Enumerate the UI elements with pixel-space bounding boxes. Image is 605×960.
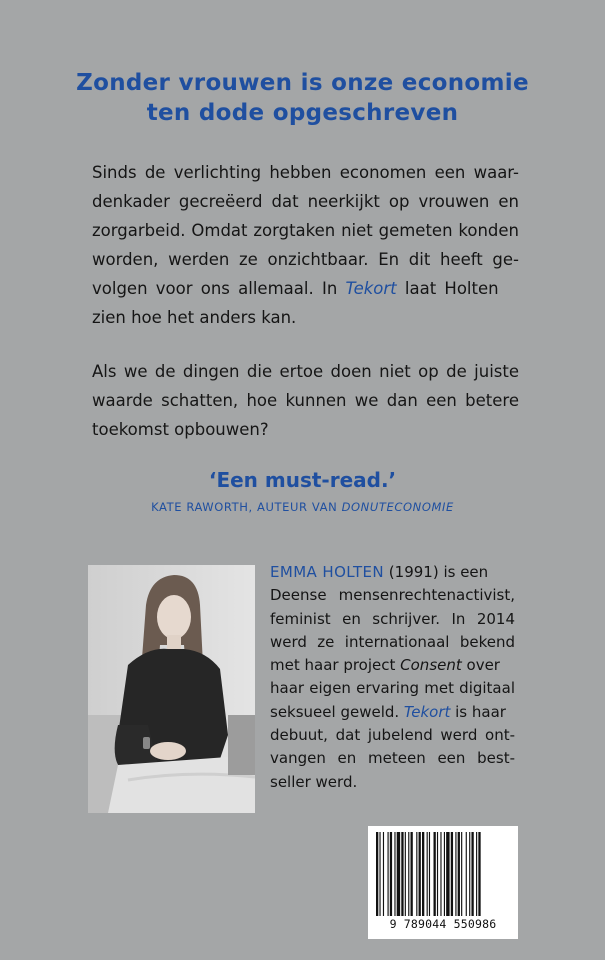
- bio-line: feminist en schrijver. In 2014: [270, 609, 515, 628]
- barcode-bar: [408, 832, 409, 916]
- barcode-bar: [455, 832, 456, 916]
- headline: [0, 68, 605, 128]
- bio-text: is haar: [450, 702, 506, 721]
- bio-line: [270, 701, 515, 724]
- barcode-bar: [401, 832, 403, 916]
- blurb-line: worden, werden ze onzichtbaar. En dit heeft ge-: [92, 250, 519, 269]
- barcode-bar: [429, 832, 430, 916]
- barcode-bar: [379, 832, 380, 916]
- barcode-bar: [419, 832, 421, 916]
- blurb-paragraph-1: [92, 158, 519, 332]
- bio-line: vangen en meteen een best-: [270, 749, 515, 768]
- blurb-line: Als we de dingen die ertoe doen niet op de juiste: [92, 362, 519, 381]
- barcode-bar: [390, 832, 392, 916]
- bio-text: over: [461, 656, 500, 675]
- book-title: Tekort: [403, 702, 451, 721]
- barcode-bar: [383, 832, 384, 916]
- barcode-bar: [476, 832, 477, 916]
- blurb-line: zorgarbeid. Omdat zorgtaken niet gemeten konden: [92, 221, 519, 240]
- blurb-line: zien hoe het anders kan.: [92, 308, 297, 327]
- headline-line-2: ten dode opgeschreven: [146, 100, 459, 126]
- barcode-bar: [427, 832, 428, 916]
- barcode-bar: [437, 832, 438, 916]
- blurb-paragraph-2: [92, 357, 519, 444]
- book-title: Tekort: [345, 279, 397, 298]
- barcode-bar: [466, 832, 467, 916]
- bio-text: (1991) is een: [384, 563, 489, 581]
- bio-text: met haar project: [270, 656, 401, 675]
- barcode-bar: [471, 832, 473, 916]
- barcode-bar: [451, 832, 453, 916]
- author-bio: [270, 561, 515, 794]
- barcode-bar: [416, 832, 417, 916]
- author-name: EMMA HOLTEN: [270, 563, 385, 581]
- bio-line: [270, 654, 515, 677]
- bio-line: debuut, dat jubelend werd ont-: [270, 726, 515, 745]
- blurb-text: volgen voor ons allemaal. In: [92, 279, 346, 298]
- barcode-bar: [397, 832, 400, 916]
- author-photo: [88, 565, 255, 813]
- blurb-line: denkader gecreëerd dat neerkijkt op vrouwen en: [92, 192, 519, 211]
- barcode-bar: [434, 832, 436, 916]
- barcode-bar: [440, 832, 441, 916]
- barcode-bar: [469, 832, 470, 916]
- blurb-line: toekomst opbouwen?: [92, 420, 269, 439]
- barcode-bar: [422, 832, 424, 916]
- barcode-bar: [461, 832, 462, 916]
- barcode-bar: [388, 832, 389, 916]
- blurb-text: laat Holten: [396, 279, 499, 298]
- barcode-bar: [458, 832, 460, 916]
- bio-line: seller werd.: [270, 772, 358, 791]
- bio-line: Deense mensenrechtenactivist,: [270, 586, 515, 605]
- barcode-bar: [394, 832, 395, 916]
- barcode-bar: [446, 832, 449, 916]
- barcode-bar: [478, 832, 480, 916]
- bio-line: [270, 561, 515, 584]
- barcode-bars: [368, 826, 518, 918]
- barcode-bar: [376, 832, 378, 916]
- pull-quote: ‘Een must-read.’: [208, 468, 397, 492]
- project-title: Consent: [400, 656, 462, 675]
- blurb-line: Sinds de verlichting hebben economen een waar-: [92, 163, 519, 182]
- blurb-line: waarde schatten, hoe kunnen we dan een betere: [92, 391, 519, 410]
- quote-attribution: [0, 500, 605, 514]
- author-photo-image: [88, 565, 255, 813]
- barcode-bar: [444, 832, 445, 916]
- bio-line: haar eigen ervaring met digitaal: [270, 679, 515, 698]
- bio-line: werd ze internationaal bekend: [270, 632, 515, 651]
- isbn-barcode: [368, 826, 518, 939]
- headline-line-1: Zonder vrouwen is onze economie: [76, 70, 529, 96]
- barcode-bar: [405, 832, 406, 916]
- bio-text: seksueel geweld.: [270, 702, 404, 721]
- barcode-bar: [411, 832, 413, 916]
- attribution-text: KATE RAWORTH, AUTEUR VAN: [151, 500, 342, 514]
- isbn-number: 9 789044 550986: [389, 917, 497, 931]
- blurb-line: [92, 274, 519, 303]
- attribution-book-title: DONUTECONOMIE: [341, 500, 454, 514]
